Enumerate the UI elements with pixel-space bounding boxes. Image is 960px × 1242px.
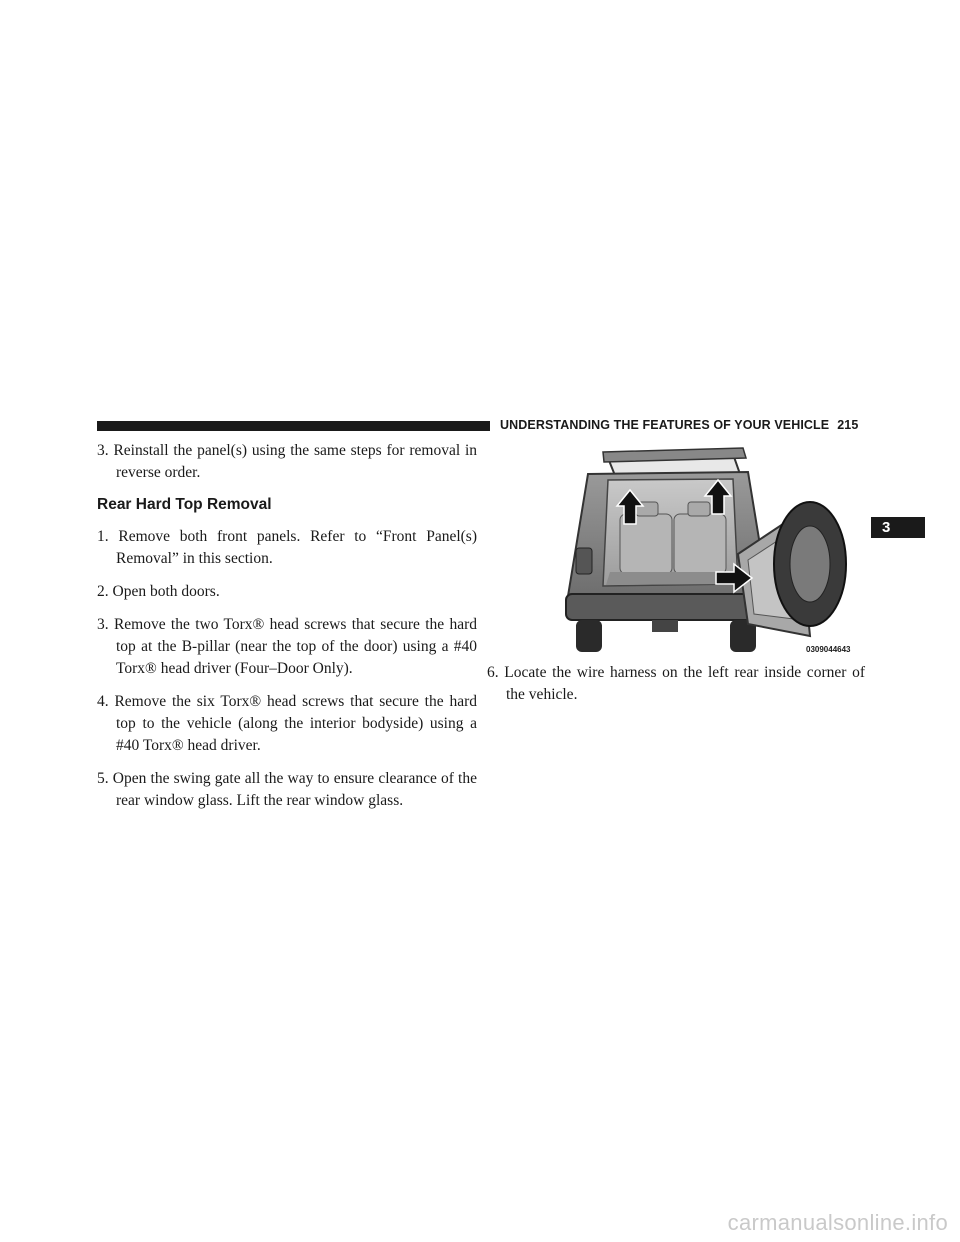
step-3-reinstall: 3. Reinstall the panel(s) using the same steps for removal in reverse order. [97,442,477,481]
step-6: 6. Locate the wire harness on the left rear inside corner of the vehicle. [487,664,865,703]
header-bar [97,421,490,431]
header-title: UNDERSTANDING THE FEATURES OF YOUR VEHICLE [500,418,830,432]
figure-code: 0309044643 [806,645,851,654]
right-column [487,662,865,717]
left-column [97,440,477,823]
step-3: 3. Remove the two Torx® head screws that secure the hard top at the B-pillar (near the top of the door) using a #40 Torx® head driver (Four–Door Only). [97,616,477,677]
step-5: 5. Open the swing gate all the way to ensure clearance of the rear window glass. Lift the rear window glass. [97,770,477,809]
vehicle-rear-illustration [548,444,868,658]
section-heading: Rear Hard Top Removal [97,496,272,513]
step-4: 4. Remove the six Torx® head screws that secure the hard top to the vehicle (along the interior bodyside) using a #40 Torx® head driver. [97,693,477,754]
step-1: 1. Remove both front panels. Refer to “Front Panel(s) Removal” in this section. [97,528,477,567]
chapter-tab: 3 [871,517,925,538]
running-header [500,418,858,432]
watermark: carmanualsonline.info [727,1210,948,1235]
page-number: 215 [837,418,859,432]
step-2: 2. Open both doors. [97,583,220,600]
